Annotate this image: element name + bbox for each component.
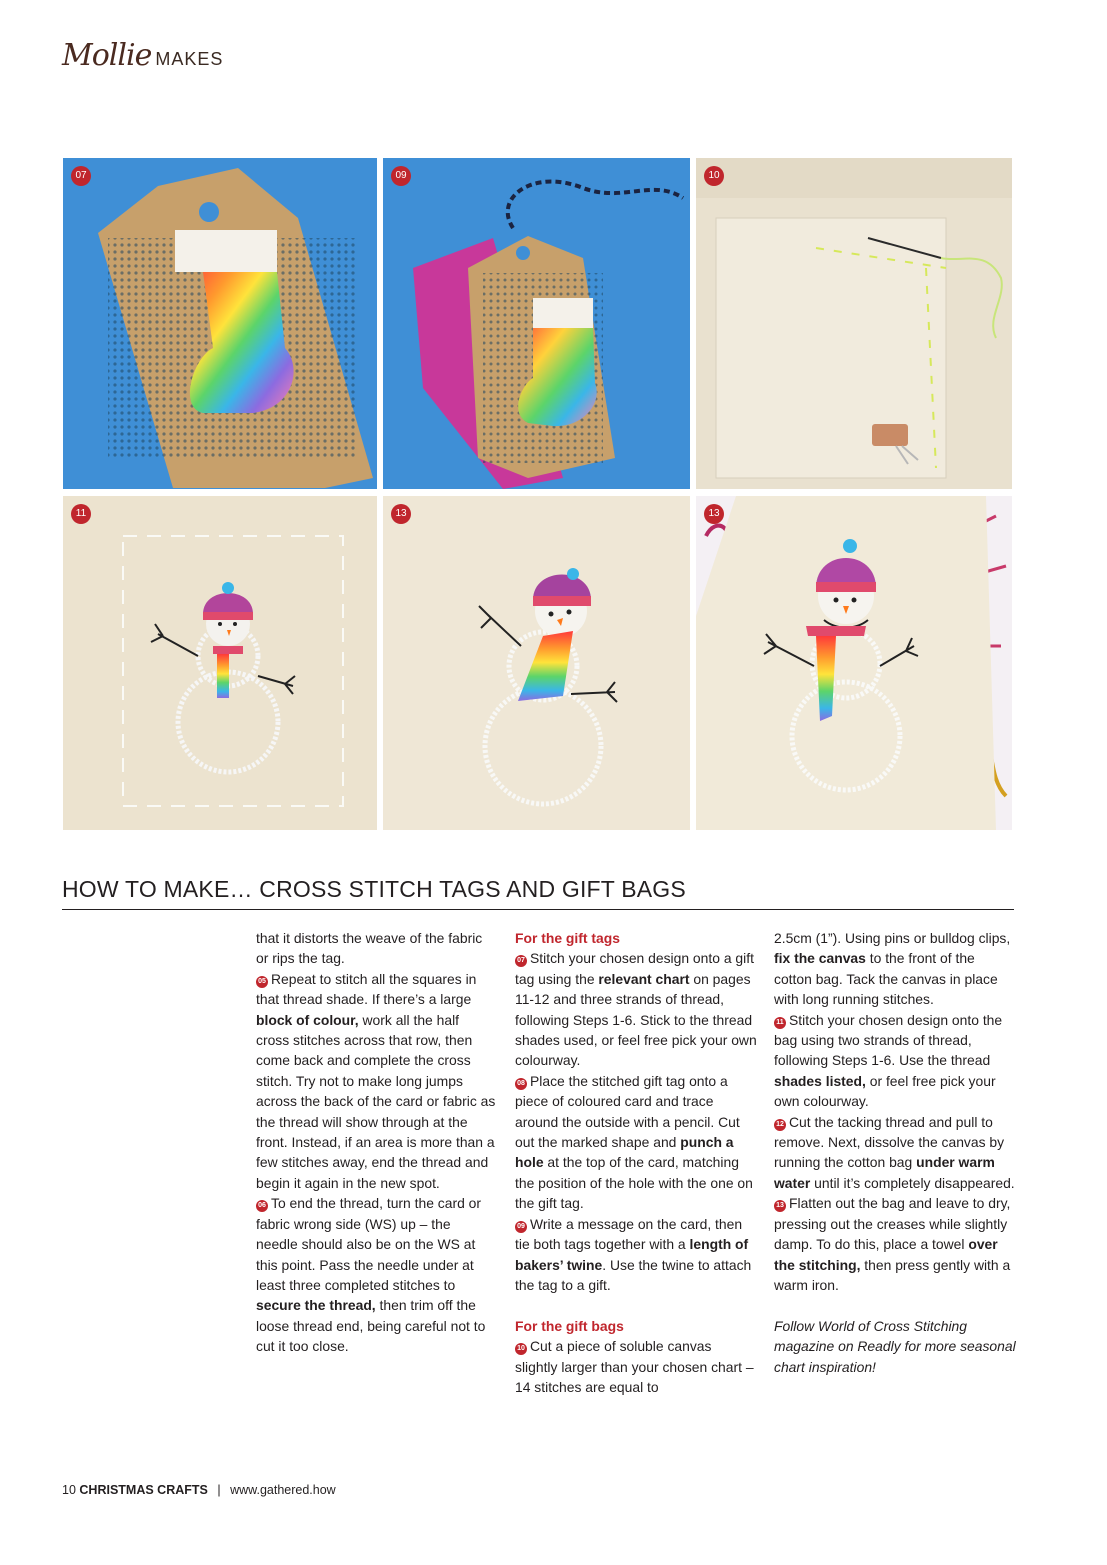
brand-word: MAKES bbox=[155, 49, 224, 69]
closing-note: Follow World of Cross Stitching magazine on Readly for more seasonal chart inspiration! bbox=[774, 1317, 1016, 1375]
step-badge: 10 bbox=[704, 166, 724, 186]
paragraph bbox=[515, 1336, 757, 1397]
photo-step-09 bbox=[383, 158, 690, 489]
bold-run: block of colour, bbox=[256, 1011, 359, 1028]
step-badge: 07 bbox=[71, 166, 91, 186]
bold-run: under warm water bbox=[774, 1154, 995, 1191]
paragraph bbox=[515, 1214, 757, 1296]
photo-step-10 bbox=[696, 158, 1012, 489]
paragraph bbox=[774, 928, 1016, 1010]
bold-run: shades listed, bbox=[774, 1072, 866, 1089]
text-run: then press gently with a warm iron. bbox=[774, 1256, 1011, 1293]
text-run: or feel free pick your own colourway. bbox=[774, 1072, 996, 1110]
text-run: at the top of the card, matching the position of the hole with the one on the gift tag. bbox=[515, 1154, 753, 1212]
text-run: Write a message on the card, then tie both tags together with a bbox=[515, 1215, 743, 1253]
step-badge: 13 bbox=[391, 504, 411, 524]
page-number: 10 bbox=[62, 1483, 76, 1497]
bold-run: length of bakers’ twine bbox=[515, 1236, 749, 1273]
photo-step-07 bbox=[63, 158, 377, 489]
text-run: To end the thread, turn the card or fabric wrong side (WS) up – the needle should also be on the WS at this point. Pass the needle under at least three completed stitches to bbox=[256, 1195, 482, 1293]
step-number: 06 bbox=[256, 1200, 268, 1212]
step-number: 11 bbox=[774, 1017, 786, 1029]
section-heading: HOW TO MAKE… CROSS STITCH TAGS AND GIFT BAGS bbox=[62, 876, 1014, 910]
page-footer bbox=[62, 1483, 336, 1497]
subheading-gift-tags: For the gift tags bbox=[515, 930, 620, 946]
bold-run: fix the canvas bbox=[774, 950, 866, 967]
text-run: Cut a piece of soluble canvas slightly larger than your chosen chart – 14 stitches are equal to bbox=[515, 1338, 754, 1395]
text-run: Repeat to stitch all the squares in that thread shade. If there’s a large bbox=[256, 970, 477, 1008]
text-run: until it’s completely disappeared. bbox=[810, 1174, 1015, 1191]
text-column-2 bbox=[515, 928, 757, 1397]
text-run: to the front of the cotton bag. Tack the canvas in place with long running stitches. bbox=[774, 950, 998, 1008]
step-number: 09 bbox=[515, 1221, 527, 1233]
paragraph bbox=[256, 1193, 496, 1356]
website-link[interactable]: www.gathered.how bbox=[230, 1483, 336, 1497]
text-column-3 bbox=[774, 928, 1016, 1377]
step-number: 12 bbox=[774, 1119, 786, 1131]
text-run: . Use the twine to attach the tag to a gift. bbox=[515, 1256, 752, 1293]
text-run: Stitch your chosen design onto the bag using two strands of thread, following Steps 1-6. Use the thread bbox=[774, 1011, 1003, 1069]
step-number: 08 bbox=[515, 1078, 527, 1090]
text-run: 2.5cm (1”). Using pins or bulldog clips, bbox=[774, 930, 1011, 946]
paragraph bbox=[515, 948, 757, 1070]
step-number: 07 bbox=[515, 955, 527, 967]
photo-step-13-b bbox=[696, 496, 1012, 830]
bold-run: secure the thread, bbox=[256, 1297, 376, 1314]
subheading-gift-bags: For the gift bags bbox=[515, 1317, 624, 1334]
step-badge: 13 bbox=[704, 504, 724, 524]
paragraph bbox=[774, 1010, 1016, 1112]
text-run: Cut the tacking thread and pull to remove. Next, dissolve the canvas by running the cotton bag bbox=[774, 1113, 1005, 1171]
paragraph bbox=[256, 969, 496, 1193]
step-badge: 09 bbox=[391, 166, 411, 186]
text-run: on pages 11-12 and three strands of thread, following Steps 1-6. Stick to the thread shades used, or feel free pick your own colourway. bbox=[515, 970, 757, 1069]
photo-step-13-a bbox=[383, 496, 690, 830]
brand-script: Mollie bbox=[62, 38, 152, 73]
text-column-1 bbox=[256, 928, 496, 1357]
footer-divider: | bbox=[217, 1483, 221, 1497]
text-run: Stitch your chosen design onto a gift tag using the bbox=[515, 950, 754, 987]
brand-logo bbox=[62, 38, 223, 73]
step-number: 13 bbox=[774, 1200, 786, 1212]
step-number: 05 bbox=[256, 976, 268, 988]
step-number: 10 bbox=[515, 1343, 527, 1355]
paragraph bbox=[774, 1193, 1016, 1295]
step-badge: 11 bbox=[71, 504, 91, 524]
paragraph bbox=[515, 1071, 757, 1214]
paragraph: that it distorts the weave of the fabric or rips the tag. bbox=[256, 930, 483, 967]
text-run: then trim off the loose thread end, being careful not to cut it too close. bbox=[256, 1297, 486, 1355]
section-name: CHRISTMAS CRAFTS bbox=[79, 1483, 208, 1497]
bold-run: relevant chart bbox=[598, 970, 690, 987]
paragraph bbox=[774, 1112, 1016, 1194]
photo-step-11 bbox=[63, 496, 377, 830]
bold-run: over the stitching, bbox=[774, 1236, 998, 1273]
text-run: Place the stitched gift tag onto a piece of coloured card and trace around the outside with a pencil. Cut out the marked shape and bbox=[515, 1072, 740, 1151]
text-run: Flatten out the bag and leave to dry, pressing out the creases while slightly damp. To do this, place a towel bbox=[774, 1195, 1011, 1253]
bold-run: punch a hole bbox=[515, 1134, 734, 1171]
text-run: work all the half cross stitches across that row, then come back and complete the cross stitch. Try not to make long jumps across the back of the card or fabric as the thread will show through at the front. Instead, if an area is more than a few stitches away, end the thread and begin it again in the new spot. bbox=[256, 1011, 496, 1191]
